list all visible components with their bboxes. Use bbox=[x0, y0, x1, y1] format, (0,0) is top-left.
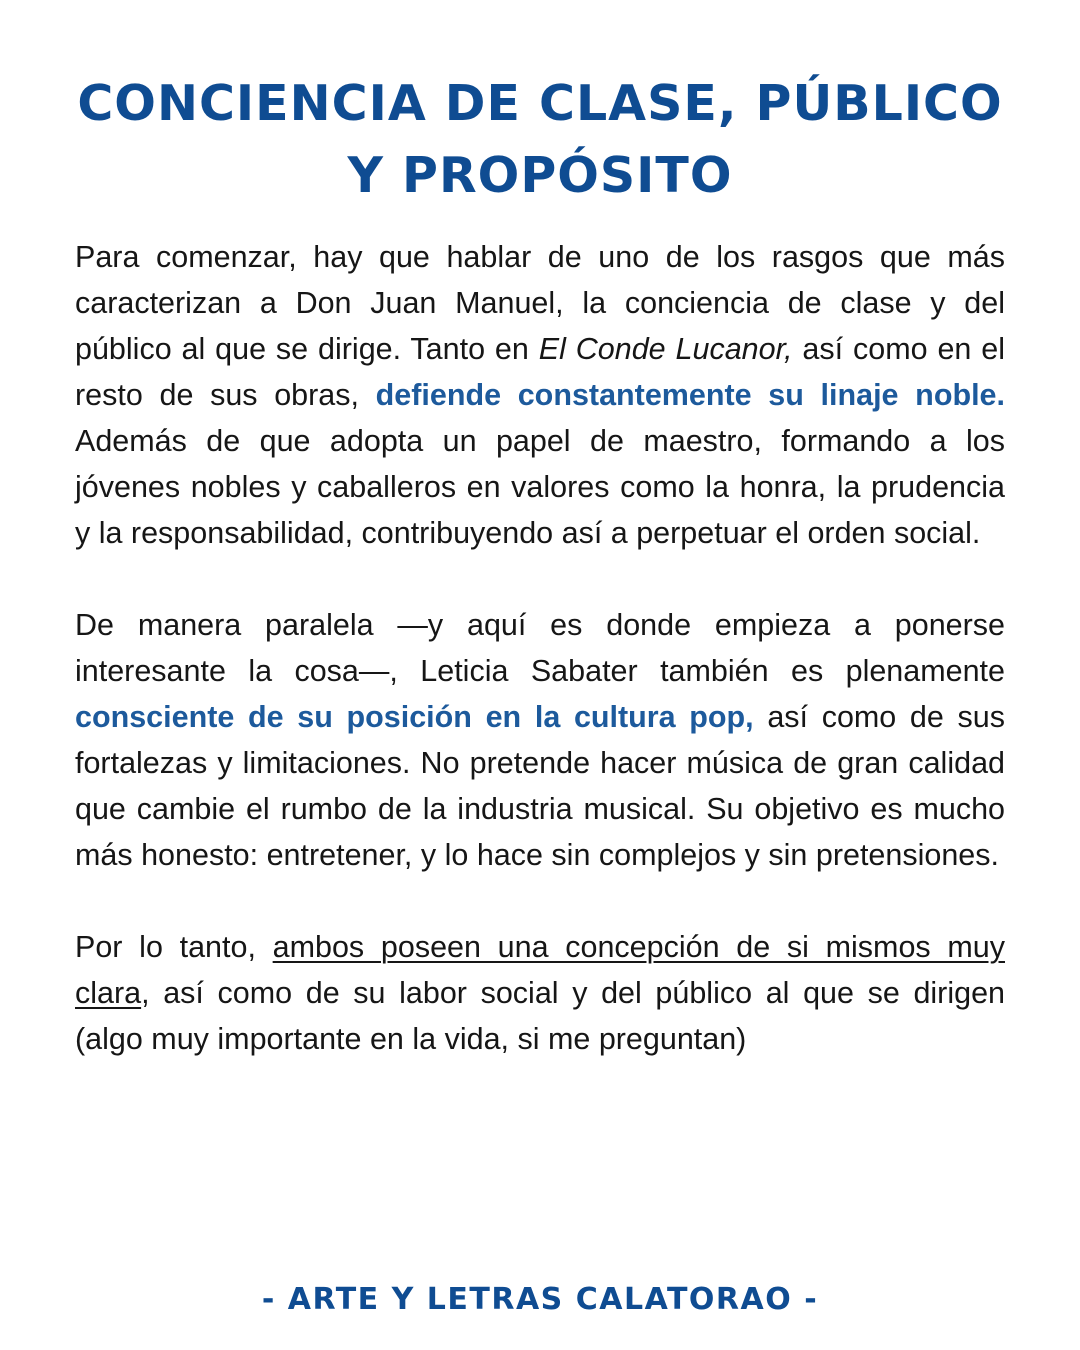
title-line-1: CONCIENCIA DE CLASE, PÚBLICO bbox=[77, 75, 1003, 132]
article-body bbox=[75, 234, 1005, 1108]
paragraph-1-text-a: Para comenzar, hay que hablar de uno de los rasgos que más caracterizan a Don Juan Manuel, la conciencia de clase y del público al que se dirige. Tanto en bbox=[75, 240, 1005, 366]
paragraph-2 bbox=[75, 602, 1005, 878]
footer-signature: - ARTE Y LETRAS CALATORAO - bbox=[261, 1282, 819, 1317]
paragraph-2-text-a: De manera paralela —y aquí es donde empieza a ponerse interesante la cosa—, Leticia Sabater también es plenamente bbox=[75, 608, 1005, 688]
title-line-2: Y PROPÓSITO bbox=[347, 147, 733, 204]
paragraph-1-text-c: Además de que adopta un papel de maestro, formando a los jóvenes nobles y caballeros en valores como la honra, la prudencia y la responsabilidad, contribuyendo así a perpetuar el orden social. bbox=[75, 424, 1005, 550]
paragraph-1-highlight: defiende constantemente su linaje noble. bbox=[375, 378, 1005, 412]
paragraph-3-text-b: , así como de su labor social y del público al que se dirigen (algo muy importante en la vida, si me preguntan) bbox=[75, 976, 1005, 1056]
paragraph-3-underlined: ambos poseen una concepción de si mismos muy clara bbox=[75, 930, 1005, 1010]
paragraph-3-text-a: Por lo tanto, bbox=[75, 930, 273, 964]
paragraph-1 bbox=[75, 234, 1005, 556]
paragraph-2-text-b: así como de sus fortalezas y limitaciones. No pretende hacer música de gran calidad que cambie el rumbo de la industria musical. Su objetivo es mucho más honesto: entretener, y lo hace sin complejos y sin pretensiones. bbox=[75, 700, 1005, 872]
paragraph-1-text-b: así como en el resto de sus obras, bbox=[75, 332, 1005, 412]
paragraph-3 bbox=[75, 924, 1005, 1062]
page-title bbox=[0, 68, 1080, 212]
paragraph-2-highlight: consciente de su posición en la cultura pop, bbox=[75, 700, 754, 734]
book-title-italic: El Conde Lucanor, bbox=[538, 332, 793, 366]
